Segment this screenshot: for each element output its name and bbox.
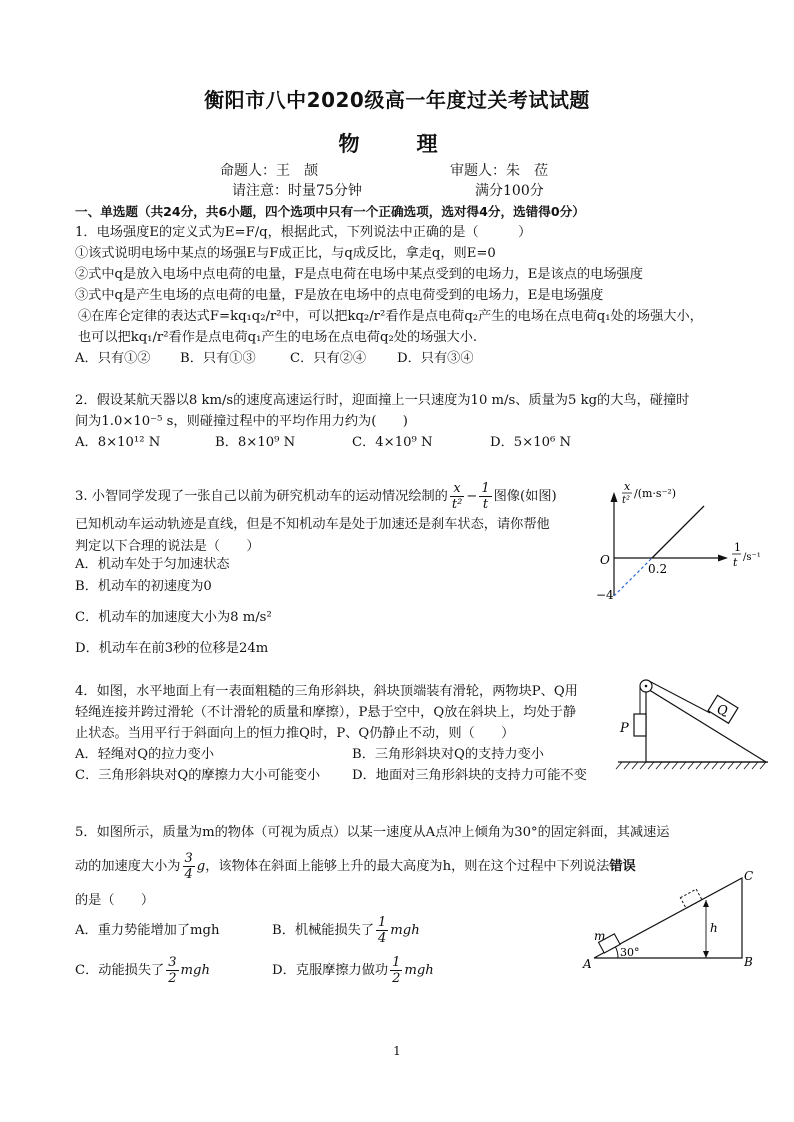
page-title: 衡阳市八中2020级高一年度过关考试试题 bbox=[204, 88, 590, 112]
q5-option-b-num: 1 bbox=[378, 915, 387, 930]
q5-fraction-three-quarters bbox=[183, 852, 195, 881]
q3-graph bbox=[592, 478, 772, 608]
q5-line-2-text: 动的加速度大小为 bbox=[75, 859, 181, 874]
q5-option-b-text: B．机械能损失了 bbox=[272, 923, 375, 938]
full-score: 满分100分 bbox=[475, 183, 544, 199]
q3-y-label-num: x bbox=[624, 480, 631, 493]
q5-option-d bbox=[272, 956, 434, 985]
q5-option-c-num: 3 bbox=[168, 955, 177, 970]
q2-line-2: 间为1.0×10⁻⁵ s，则碰撞过程中的平均作用力约为( ) bbox=[75, 414, 408, 429]
q3-fraction-x-over-t2 bbox=[450, 482, 464, 511]
q1-statement-4a: ④在库仑定律的表达式F=kq₁q₂/r²中，可以把kq₂/r²看作是点电荷q₂产生的电场在点电荷q₁处的场强大小， bbox=[78, 309, 703, 324]
q5-option-d-text: D．克服摩擦力做功 bbox=[272, 963, 389, 978]
q5-frac-den: 4 bbox=[184, 867, 193, 882]
q1-stem: 1．电场强度E的定义式为E=F/q，根据此式，下列说法中正确的是（ ） bbox=[75, 225, 532, 240]
q5-line-2-mid: ，该物体在斜面上能够上升的最大高度为h，则在这个过程中下列说法 bbox=[205, 859, 610, 874]
q5-option-d-mgh: mgh bbox=[404, 963, 434, 978]
q4-wedge bbox=[646, 688, 766, 762]
q3-x-unit: /s⁻¹ bbox=[743, 552, 761, 563]
q4-option-d: D．地面对三角形斜块的支持力可能不变 bbox=[352, 768, 587, 783]
q4-pulley-axle bbox=[645, 685, 648, 688]
q5-keyword-wrong: 错误 bbox=[609, 859, 636, 874]
q5-line-3: 的是（ ） bbox=[75, 893, 155, 908]
q4-option-a: A．轻绳对Q的拉力变小 bbox=[75, 747, 215, 762]
q5-option-c-den: 2 bbox=[168, 971, 177, 986]
q5-option-b bbox=[272, 916, 420, 945]
q1-statement-1: ①该式说明电场中某点的场强E与F成正比，与q成反比，拿走q，则E=0 bbox=[75, 246, 496, 261]
q1-statement-2: ②式中q是放入电场中点电荷的电量，F是点电荷在电场中某点受到的电场力，E是该点的电场强度 bbox=[75, 267, 643, 282]
q5-label-m: m bbox=[594, 929, 606, 943]
q3-y-tick: −4 bbox=[596, 588, 614, 602]
q1-option-a: A．只有①② bbox=[75, 351, 151, 366]
page-number: 1 bbox=[393, 1044, 401, 1058]
q5-option-c-frac bbox=[166, 956, 178, 985]
q3-x-label-den: t bbox=[733, 556, 738, 569]
section-heading: 一、单选题（共24分，共6小题，四个选项中只有一个正确选项，选对得4分，选错得0分） bbox=[75, 204, 585, 219]
q3-frac1-num: x bbox=[450, 482, 464, 497]
time-limit: 请注意：时量75分钟 bbox=[232, 183, 362, 199]
q3-frac2-num: 1 bbox=[481, 481, 490, 496]
q3-option-a: A．机动车处于匀加速状态 bbox=[75, 557, 230, 572]
q3-frac1-den: t² bbox=[451, 497, 463, 512]
q5-option-c bbox=[75, 956, 210, 985]
q3-y-label-den: t² bbox=[622, 495, 631, 506]
q5-option-d-frac bbox=[390, 956, 402, 985]
q4-block-p bbox=[634, 714, 646, 736]
q3-option-d: D．机动车在前3秒的位移是24m bbox=[75, 641, 269, 656]
q1-option-c: C．只有②④ bbox=[290, 351, 367, 366]
q3-line-3: 判定以下合理的说法是（ ） bbox=[75, 539, 260, 554]
q3-minus: − bbox=[466, 489, 478, 504]
q2-option-d: D．5×10⁶ N bbox=[490, 435, 571, 450]
q4-label-p: P bbox=[620, 721, 629, 736]
q5-g: g bbox=[196, 859, 206, 874]
q2-option-b: B．8×10⁹ N bbox=[215, 435, 296, 450]
q3-frac2-den: t bbox=[482, 497, 489, 512]
q2-option-c: C．4×10⁹ N bbox=[352, 435, 433, 450]
q5-label-a: A bbox=[583, 957, 592, 971]
q5-label-b: B bbox=[744, 955, 753, 969]
q5-option-a: A．重力势能增加了mgh bbox=[75, 923, 220, 938]
q1-statement-3: ③式中q是产生电场的点电荷的电量，F是放在电场中的点电荷受到的电场力，E是电场强度 bbox=[75, 288, 604, 303]
q5-line-2 bbox=[75, 852, 636, 881]
q3-y-arrow bbox=[611, 492, 618, 502]
q3-fraction-1-over-t bbox=[479, 482, 491, 511]
q3-line-1-tail: 图像(如图) bbox=[493, 489, 557, 504]
q4-label-q: Q bbox=[717, 703, 728, 719]
q1-option-d: D．只有③④ bbox=[397, 351, 474, 366]
reviewer: 审题人：朱 莅 bbox=[450, 163, 548, 179]
q3-x-arrow bbox=[718, 555, 728, 562]
q5-option-b-mgh: mgh bbox=[390, 923, 420, 938]
q4-option-c: C．三角形斜块对Q的摩擦力大小可能变小 bbox=[75, 768, 321, 783]
q5-angle-label: 30° bbox=[620, 946, 640, 959]
q3-option-c: C．机动车的加速度大小为8 m/s² bbox=[75, 610, 272, 625]
q4-line-2: 轻绳连接并跨过滑轮（不计滑轮的质量和摩擦），P悬于空中，Q放在斜块上，均处于静 bbox=[75, 705, 577, 720]
q4-line-3: 止状态。当用平行于斜面向上的恒力推Q时，P、Q仍静止不动，则（ ） bbox=[75, 726, 515, 741]
q5-option-b-frac bbox=[376, 916, 388, 945]
q5-block-top-dashed bbox=[680, 889, 702, 908]
q4-figure bbox=[612, 674, 772, 774]
q5-line-1: 5．如图所示，质量为m的物体（可视为质点）以某一速度从A点冲上倾角为30°的固定斜面，其减速运 bbox=[75, 825, 670, 840]
q5-option-d-den: 2 bbox=[392, 971, 401, 986]
q5-angle-arc bbox=[615, 946, 618, 958]
q5-frac-num: 3 bbox=[184, 851, 193, 866]
q3-origin-label: O bbox=[600, 553, 610, 567]
q2-line-1: 2．假设某航天器以8 km/s的速度高速运行时，迎面撞上一只速度为10 m/s、质量为5 kg的大鸟，碰撞时 bbox=[75, 393, 690, 408]
q4-block-q bbox=[707, 695, 738, 724]
q3-line-1-text: 3. 小智同学发现了一张自己以前为研究机动车的运动情况绘制的 bbox=[75, 489, 448, 504]
q5-option-b-den: 4 bbox=[378, 931, 387, 946]
q5-label-c: C bbox=[744, 869, 754, 883]
q4-option-b: B．三角形斜块对Q的支持力变小 bbox=[352, 747, 544, 762]
q3-extrapolated-line bbox=[614, 558, 652, 596]
q3-option-b: B．机动车的初速度为0 bbox=[75, 579, 212, 594]
q5-option-d-num: 1 bbox=[392, 955, 401, 970]
q3-graph-line bbox=[652, 506, 704, 558]
q5-label-h: h bbox=[710, 921, 718, 935]
q5-height-arrow-bottom bbox=[703, 951, 709, 958]
subject-title: 物 理 bbox=[338, 132, 456, 156]
q1-option-b: B．只有①③ bbox=[180, 351, 256, 366]
proposer: 命题人：王 颉 bbox=[220, 163, 318, 179]
q5-height-arrow-top bbox=[703, 900, 709, 907]
q3-line-2: 已知机动车运动轨迹是直线，但是不知机动车是处于加速还是刹车状态，请你帮他 bbox=[75, 517, 550, 532]
q4-line-1: 4．如图，水平地面上有一表面粗糙的三角形斜块，斜块顶端装有滑轮，两物块P、Q用 bbox=[75, 684, 578, 699]
q3-y-unit: /(m·s⁻²) bbox=[634, 487, 677, 500]
q1-statement-4b: 也可以把kq₁/r²看作是点电荷q₁产生的电场在点电荷q₂处的场强大小. bbox=[78, 330, 478, 345]
q3-x-label-num: 1 bbox=[734, 541, 741, 554]
q3-x-tick: 0.2 bbox=[648, 562, 668, 576]
q5-option-c-text: C．动能损失了 bbox=[75, 963, 165, 978]
q2-option-a: A．8×10¹² N bbox=[75, 435, 161, 450]
q5-figure bbox=[580, 866, 770, 976]
q5-option-c-mgh: mgh bbox=[180, 963, 210, 978]
q3-line-1 bbox=[75, 482, 557, 511]
q4-ground-hatch bbox=[616, 762, 766, 769]
